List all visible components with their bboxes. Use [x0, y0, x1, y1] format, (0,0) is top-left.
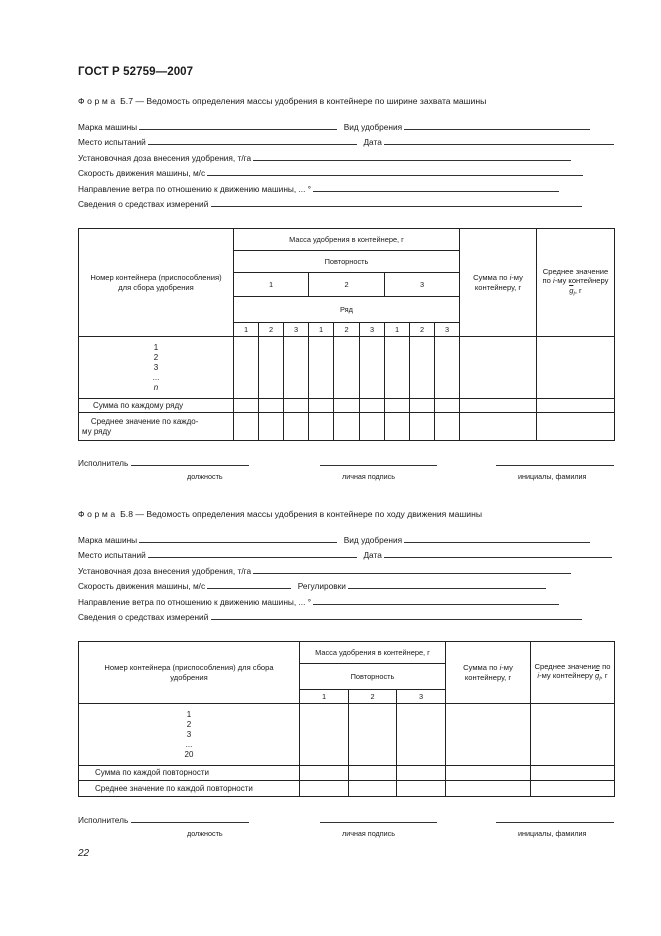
form-b7-brand-label: Марка машины: [78, 122, 138, 132]
form-b7-title-word: Форма: [78, 96, 118, 106]
form-b7-row-index: 1: [309, 323, 334, 337]
form-b8-initials-blank: [496, 814, 614, 823]
form-b8-fert-type-label: Вид удобрения: [343, 535, 403, 545]
form-b7-initials-caption: инициалы, фамилия: [518, 472, 587, 481]
form-b8-col-sum: Сумма по i-му контейнеру, г: [446, 642, 531, 704]
form-b7-sum-row: [79, 399, 615, 413]
form-b8-instruments-blank: [211, 611, 582, 620]
form-b7-executor-row: [78, 457, 249, 468]
form-b7-row-index: 1: [385, 323, 410, 337]
form-b7-wind-row: [78, 183, 559, 194]
page-number: 22: [78, 848, 90, 859]
form-b7-dose-label: Установочная доза внесения удобрения, т/га: [78, 153, 252, 163]
form-b8-fert-type-blank: [404, 534, 590, 543]
form-b8-wind-row: [78, 596, 559, 607]
form-b8-col-mass: Масса удобрения в контейнере, г: [300, 642, 446, 664]
form-b8-repeat-1: 1: [300, 690, 349, 704]
form-b7-fert-type-blank: [404, 121, 590, 130]
form-b7-repeat-3: 3: [385, 273, 460, 297]
form-b7-row-index: 2: [410, 323, 435, 337]
form-b8-repeat-3: 3: [397, 690, 446, 704]
form-b7-wind-blank: [313, 183, 559, 192]
form-b8-col-container: Номер контейнера (приспособления) для сбора удобрения: [79, 642, 300, 704]
form-b7-position-caption: должность: [187, 472, 223, 481]
form-b7-date-blank: [384, 136, 614, 145]
form-b8-wind-blank: [313, 596, 559, 605]
form-b7-col-repeat: Повторность: [234, 251, 460, 273]
form-b7-wind-label: Направление ветра по отношению к движению машины, ... °: [78, 184, 312, 194]
form-b7-instruments-label: Сведения о средствах измерений: [78, 199, 209, 209]
form-b7-dose-blank: [253, 152, 571, 161]
form-b8-wind-label: Направление ветра по отношению к движению машины, ... °: [78, 597, 312, 607]
form-b7-container-numbers: 1 2 3 ... n: [79, 337, 234, 399]
form-b7-avg-row: [79, 413, 615, 441]
form-b7-row-index: 3: [284, 323, 309, 337]
form-b7-col-sum: Сумма по i-му контейнеру, г: [460, 229, 537, 337]
form-b8-date-label: Дата: [363, 550, 382, 560]
form-b7-col-row: Ряд: [234, 297, 460, 323]
form-b8-executor-row: [78, 814, 249, 825]
form-b8-sum-row-label: Сумма по каждой повторности: [79, 766, 300, 781]
form-b8-table: [78, 641, 615, 797]
form-b7-fert-type-label: Вид удобрения: [343, 122, 403, 132]
form-b7-row-index: 2: [334, 323, 360, 337]
form-b7-row-index: 3: [435, 323, 460, 337]
form-b7-place-blank: [148, 136, 357, 145]
form-b7-title-text: Б.7 — Ведомость определения массы удобрения в контейнере по ширине захвата машины: [120, 96, 487, 106]
form-b7-position-blank: [131, 457, 249, 466]
form-b7-col-avg: Среднее значение по i-му контейнеру $\overline{g}_i$, г: [537, 229, 615, 337]
form-b8-signature-caption: личная подпись: [342, 829, 395, 838]
form-b7-col-container: Номер контейнера (приспособления) для сбора удобрения: [79, 229, 234, 337]
form-b7-table: [78, 228, 615, 441]
form-b7-brand-blank: [139, 121, 337, 130]
form-b8-title-word: Форма: [78, 509, 118, 519]
form-b8-col-repeat: Повторность: [300, 664, 446, 690]
form-b7-place-row: [78, 136, 614, 147]
form-b7-signature-caption: личная подпись: [342, 472, 395, 481]
form-b8-executor-label: Исполнитель: [78, 815, 129, 825]
form-b7-sum-row-label: Сумма по каждому ряду: [79, 399, 234, 413]
form-b8-dose-row: [78, 565, 571, 576]
form-b8-signature-blank: [320, 814, 437, 823]
form-b8-brand-label: Марка машины: [78, 535, 138, 545]
form-b7-signature-blank: [320, 457, 437, 466]
document-header: ГОСТ Р 52759—2007: [78, 66, 194, 78]
form-b7-title: [78, 96, 486, 106]
form-b7-date-label: Дата: [363, 137, 382, 147]
form-b8-speed-label: Скорость движения машины, м/с: [78, 581, 206, 591]
form-b7-row-index: 3: [360, 323, 385, 337]
form-b8-brand-blank: [139, 534, 337, 543]
form-b8-speed-blank: [207, 580, 291, 589]
form-b7-repeat-2: 2: [309, 273, 385, 297]
form-b7-place-label: Место испытаний: [78, 137, 146, 147]
form-b8-sum-row: [79, 766, 615, 781]
form-b8-dose-label: Установочная доза внесения удобрения, т/га: [78, 566, 252, 576]
form-b7-brand-row: [78, 121, 590, 132]
form-b7-avg-row-label: Среднее значение по каждо- му ряду: [79, 413, 234, 441]
form-b8-data-row: [79, 704, 615, 766]
form-b7-data-row: [79, 337, 615, 399]
form-b8-avg-row: [79, 781, 615, 797]
form-b8-position-caption: должность: [187, 829, 223, 838]
form-b8-instruments-row: [78, 611, 582, 622]
form-b8-col-avg: Среднее значение по i-му контейнеру $\overline{g}_i$, г: [531, 642, 615, 704]
form-b7-col-mass: Масса удобрения в контейнере, г: [234, 229, 460, 251]
form-b8-container-numbers: 1 2 3 ... 20: [79, 704, 300, 766]
form-b7-initials-blank: [496, 457, 614, 466]
form-b8-date-blank: [384, 549, 612, 558]
form-b8-instruments-label: Сведения о средствах измерений: [78, 612, 209, 622]
form-b7-speed-row: [78, 167, 583, 178]
form-b8-position-blank: [131, 814, 249, 823]
form-b7-repeat-1: 1: [234, 273, 309, 297]
form-b7-instruments-row: [78, 198, 582, 209]
form-b8-place-row: [78, 549, 612, 560]
form-b7-row-index: 2: [259, 323, 284, 337]
form-b8-place-label: Место испытаний: [78, 550, 146, 560]
form-b8-place-blank: [148, 549, 357, 558]
form-b7-speed-label: Скорость движения машины, м/с: [78, 168, 206, 178]
form-b8-adjust-blank: [348, 580, 546, 589]
form-b8-initials-caption: инициалы, фамилия: [518, 829, 587, 838]
form-b7-dose-row: [78, 152, 571, 163]
form-b8-title: [78, 509, 482, 519]
form-b8-avg-row-label: Среднее значение по каждой повторности: [79, 781, 300, 797]
form-b8-adjust-label: Регулировки: [297, 581, 346, 591]
form-b7-instruments-blank: [211, 198, 582, 207]
form-b8-brand-row: [78, 534, 590, 545]
form-b8-repeat-2: 2: [349, 690, 397, 704]
form-b8-speed-row: [78, 580, 546, 591]
form-b7-executor-label: Исполнитель: [78, 458, 129, 468]
form-b8-dose-blank: [253, 565, 571, 574]
form-b7-speed-blank: [207, 167, 583, 176]
form-b8-title-text: Б.8 — Ведомость определения массы удобрения в контейнере по ходу движения машины: [120, 509, 482, 519]
form-b7-row-index: 1: [234, 323, 259, 337]
